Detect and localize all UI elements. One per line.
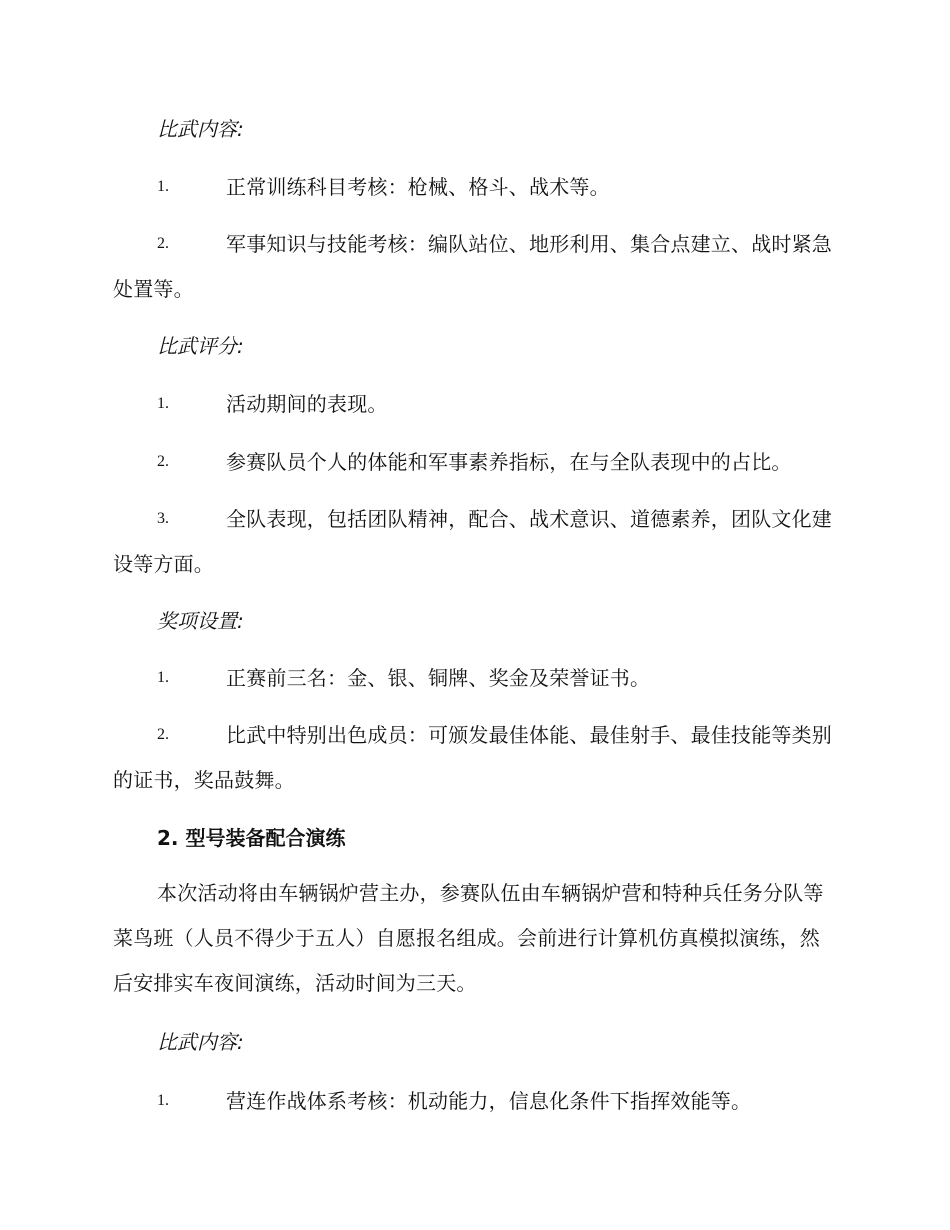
list-item-text: 军事知识与技能考核：编队站位、地形利用、集合点建立、战时紧急处置等。 (113, 232, 832, 301)
body-paragraph: 本次活动将由车辆锅炉营主办，参赛队伍由车辆锅炉营和特种兵任务分队等菜鸟班（人员不得少于五人）自愿报名组成。会前进行计算机仿真模拟演练，然后安排实车夜间演练，活动时间为三天。 (113, 881, 824, 995)
section-heading: 2. 型号装备配合演练 (157, 826, 346, 850)
list-item-number: 1. (157, 1092, 169, 1109)
list-item-text: 比武中特别出色成员：可颁发最佳体能、最佳射手、最佳技能等类别的证书，奖品鼓舞。 (113, 723, 832, 792)
list-item-number: 1. (157, 178, 169, 195)
list-item (113, 664, 835, 701)
list-item-number: 3. (157, 510, 169, 527)
list-item-text: 活动期间的表现。 (226, 392, 388, 416)
list-item-number: 2. (157, 235, 169, 252)
list-item (113, 721, 835, 803)
section-label-contest-content: 比武内容: (157, 1030, 244, 1054)
list-item (113, 230, 835, 312)
list-item (113, 505, 835, 587)
section-label-contest-content: 比武内容: (157, 117, 244, 141)
list-item (113, 390, 835, 427)
list-item-text: 全队表现，包括团队精神，配合、战术意识、道德素养，团队文化建设等方面。 (113, 507, 832, 576)
section-label-awards: 奖项设置: (157, 609, 244, 633)
list-item-text: 正赛前三名：金、银、铜牌、奖金及荣誉证书。 (226, 666, 651, 690)
section-label-contest-scoring: 比武评分: (157, 334, 244, 358)
list-item (113, 448, 835, 485)
list-item-text: 营连作战体系考核：机动能力，信息化条件下指挥效能等。 (226, 1089, 752, 1113)
list-item-text: 参赛队员个人的体能和军事素养指标，在与全队表现中的占比。 (226, 450, 792, 474)
list-item (113, 1087, 835, 1124)
list-item-number: 1. (157, 669, 169, 686)
list-item-number: 2. (157, 453, 169, 470)
list-item-text: 正常训练科目考核：枪械、格斗、战术等。 (226, 175, 610, 199)
list-item-number: 1. (157, 395, 169, 412)
list-item (113, 173, 835, 210)
list-item-number: 2. (157, 726, 169, 743)
